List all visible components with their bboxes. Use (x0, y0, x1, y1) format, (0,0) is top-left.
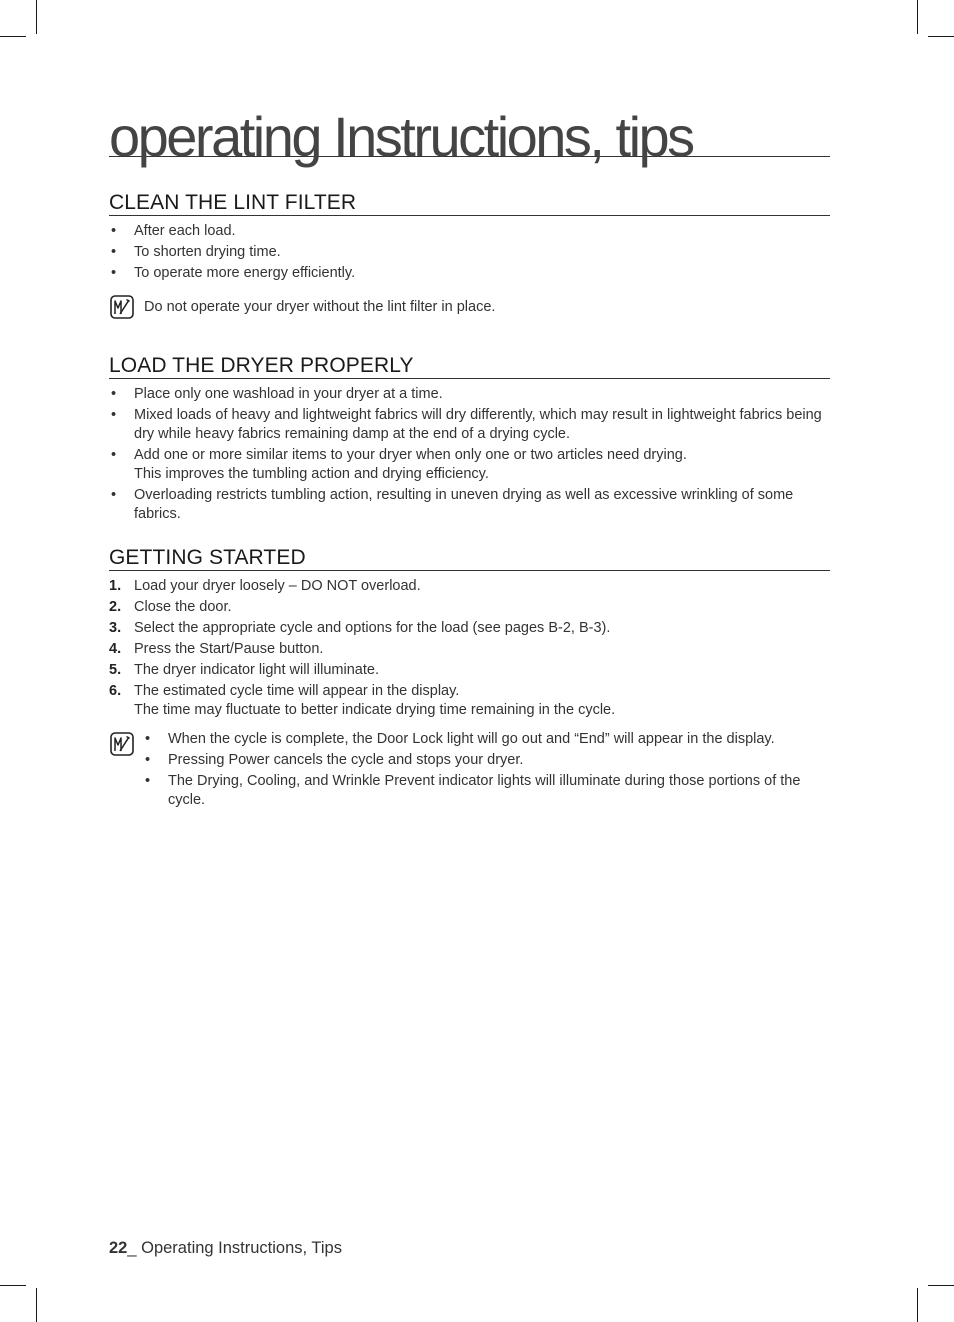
step-item (109, 682, 830, 720)
step-list (109, 577, 830, 720)
step-number: 6. (109, 683, 122, 699)
note-list (109, 730, 830, 810)
crop-mark (0, 36, 26, 37)
note (109, 295, 830, 317)
crop-mark (917, 1288, 918, 1322)
list-item: • To shorten drying time. (109, 243, 830, 262)
crop-mark (917, 0, 918, 34)
list-item: • After each load. (109, 222, 830, 241)
step-item (109, 640, 830, 659)
page-footer (109, 1239, 342, 1258)
crop-mark (36, 0, 37, 34)
step-text: Load your dryer loosely – DO NOT overload. (134, 578, 421, 594)
step-number: 3. (109, 620, 122, 636)
bullet-list (109, 385, 830, 524)
crop-mark (928, 1285, 954, 1286)
page-number: 22 (109, 1239, 128, 1257)
note-icon (110, 295, 134, 319)
step-text: Close the door. (134, 599, 232, 615)
list-item: • Pressing Power cancels the cycle and stops your dryer. (143, 751, 830, 770)
note (109, 730, 830, 810)
list-item: • Add one or more similar items to your dryer when only one or two articles need drying. This improves the tumbling action and drying efficiency. (109, 446, 830, 484)
crop-mark (928, 36, 954, 37)
crop-mark (0, 1285, 26, 1286)
section-load-dryer (109, 353, 830, 526)
section-getting-started (109, 545, 830, 812)
section-heading: LOAD THE DRYER PROPERLY (109, 353, 830, 379)
list-item: • To operate more energy efficiently. (109, 264, 830, 283)
step-number: 2. (109, 599, 122, 615)
step-number: 5. (109, 662, 122, 678)
section-heading: GETTING STARTED (109, 545, 830, 571)
list-item: • Mixed loads of heavy and lightweight fabrics will dry differently, which may result in lightweight fabrics being dry while heavy fabrics remaining damp at the end of a drying cycle. (109, 406, 830, 444)
step-text: Select the appropriate cycle and options for the load (see pages B-2, B-3). (134, 620, 611, 636)
bullet-list (143, 730, 830, 810)
crop-mark (36, 1288, 37, 1322)
footer-label: _ Operating Instructions, Tips (127, 1239, 342, 1257)
section-heading: CLEAN THE LINT FILTER (109, 190, 830, 216)
step-item (109, 598, 830, 617)
step-number: 1. (109, 578, 122, 594)
list-item: • When the cycle is complete, the Door Lock light will go out and “End” will appear in the display. (143, 730, 830, 749)
list-item: • Overloading restricts tumbling action, resulting in uneven drying as well as excessive wrinkling of some fabrics. (109, 486, 830, 524)
step-item (109, 661, 830, 680)
step-text: Press the Start/Pause button. (134, 641, 324, 657)
bullet-list (109, 222, 830, 283)
note-icon (110, 732, 134, 756)
step-item (109, 619, 830, 638)
list-item: • Place only one washload in your dryer at a time. (109, 385, 830, 404)
step-text: The dryer indicator light will illuminate. (134, 662, 379, 678)
section-clean-lint-filter (109, 190, 830, 317)
note-text: Do not operate your dryer without the lint filter in place. (144, 299, 496, 315)
list-item: • The Drying, Cooling, and Wrinkle Prevent indicator lights will illuminate during those portions of the cycle. (143, 772, 830, 810)
page-title: operating Instructions, tips (109, 100, 830, 157)
step-item (109, 577, 830, 596)
step-number: 4. (109, 641, 122, 657)
step-text: The estimated cycle time will appear in the display. The time may fluctuate to better indicate drying time remaining in the cycle. (134, 683, 616, 718)
